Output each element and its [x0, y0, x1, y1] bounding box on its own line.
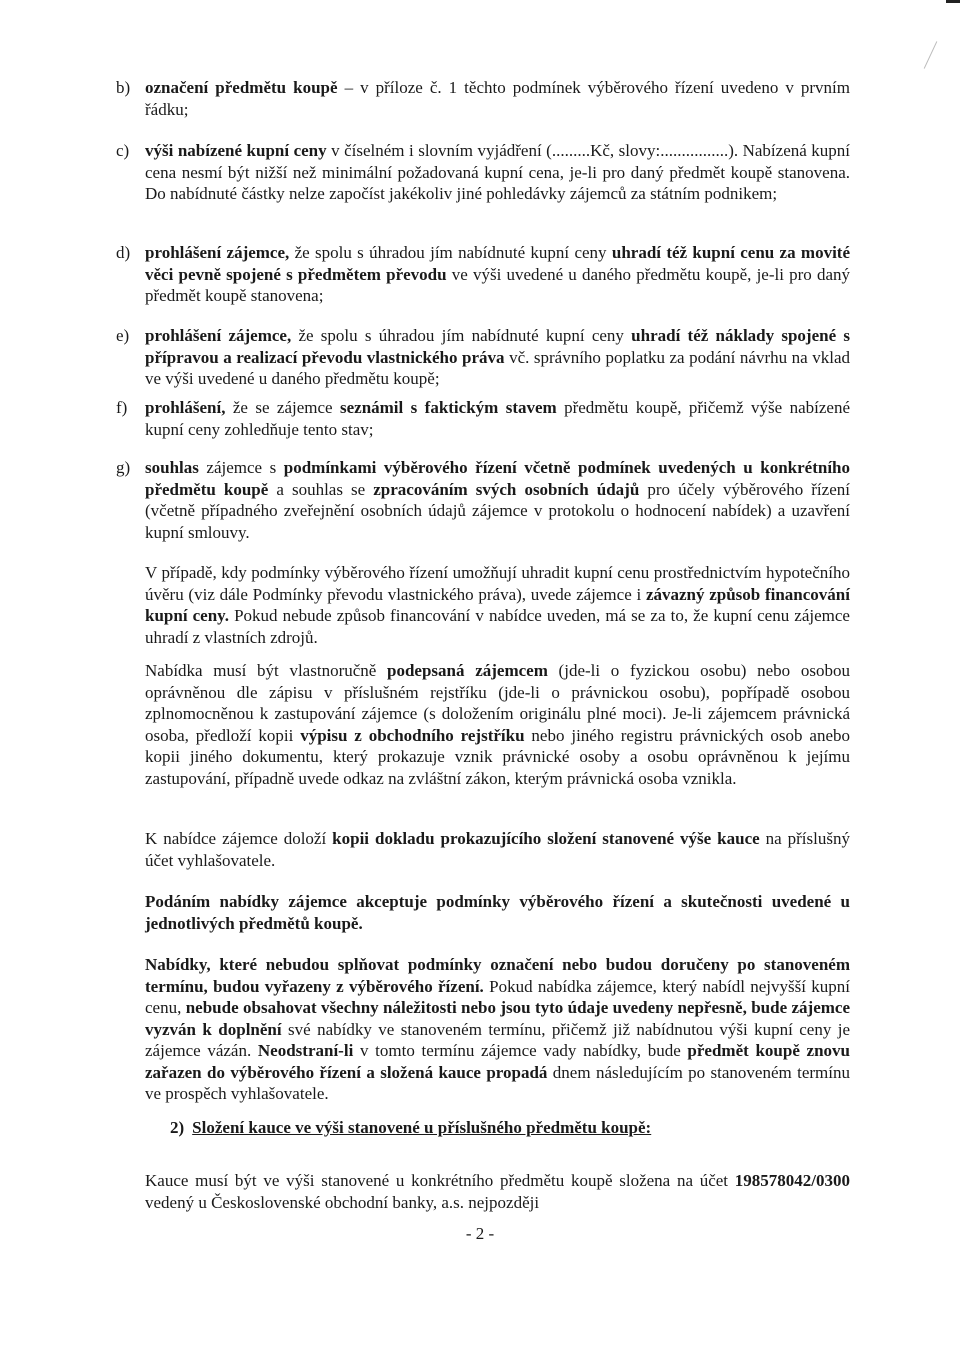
item-e-bold-2: uhradí též náklady spojené s přípravou a realizací převodu vlastnického práva: [145, 326, 851, 367]
financing-text-1: V případě, kdy podmínky výběrového řízení umožňují uhradit kupní cenu prostřednictvím hypotečního úvěru (viz dále Podmínky převodu vlastnického práva), uvede zájemce i: [145, 563, 850, 604]
item-b-bold: označení předmětu koupě: [145, 78, 338, 97]
exclusion-bold-4: předmět koupě znovu zařazen do výběrového řízení a složená kauce propadá: [145, 1041, 850, 1082]
page-number: - 2 -: [465, 1224, 495, 1243]
paragraph-kauce: [145, 1170, 850, 1213]
list-item-d: [116, 242, 850, 307]
kauce-text-1: Kauce musí být ve výši stanovené u konkrétního předmětu koupě složena na účet: [145, 1171, 735, 1190]
paragraph-exclusion: [145, 954, 850, 1105]
item-e-text-1: že spolu s úhradou jím nabídnuté kupní ceny: [291, 326, 632, 345]
item-e-text-2: vč. správního poplatku za podání návrhu na vklad ve výši uvedené u daného předmětu koupě;: [145, 347, 851, 388]
item-d-text-1: že spolu s úhradou jím nabídnuté kupní ceny: [289, 243, 612, 262]
item-b-text: – v příloze č. 1 těchto podmínek výběrového řízení uvedeno v prvním řádku;: [145, 78, 850, 119]
exclusion-bold-3: Neodstraní-li: [257, 1041, 354, 1060]
paragraph-acceptance: [145, 891, 850, 934]
item-e-bold-1: prohlášení zájemce,: [145, 326, 292, 345]
financing-bold: závazný způsob financování kupní ceny.: [145, 584, 850, 625]
paragraph-financing: [145, 562, 850, 648]
item-g-text-1: zájemce s: [198, 458, 284, 477]
section-title: Složení kauce ve výši stanovené u příslušného předmětu koupě:: [192, 1118, 652, 1137]
kauce-text-2: vedený u Československé obchodní banky, a.s. nejpozději: [145, 1192, 540, 1212]
item-f-bold-1: prohlášení,: [145, 398, 226, 417]
item-g-bold-1: souhlas: [145, 458, 199, 477]
deposit-proof-bold: kopii dokladu prokazujícího složení stanovené výše kauce: [332, 829, 760, 848]
scan-edge-mark: [924, 41, 938, 69]
paragraph-signature: [145, 660, 850, 789]
list-label: g): [116, 458, 131, 477]
deposit-proof-text-1: K nabídce zájemce doloží: [145, 829, 333, 848]
list-item-b: [116, 77, 850, 120]
item-g-bold-3: zpracováním svých osobních údajů: [373, 479, 640, 499]
section-heading: [170, 1118, 651, 1138]
list-label: f): [116, 398, 128, 417]
exclusion-bold-2: nebude obsahovat všechny náležitosti nebo jsou tyto údaje uvedeny nepřesně, bude zájemce vyzván k doplnění: [145, 998, 850, 1039]
list-item-c: [116, 140, 850, 205]
list-label: d): [116, 243, 131, 262]
deposit-proof-text-2: na příslušný účet vyhlašovatele.: [145, 829, 850, 870]
exclusion-text-1: Pokud nabídka zájemce, který nabídl nejvyšší kupní cenu,: [145, 976, 851, 1017]
list-label: e): [116, 326, 130, 345]
item-c-bold: výši nabízené kupní ceny: [145, 141, 327, 160]
signature-text-3: nebo jiného registru právnických osob anebo kopii jiného dokumentu, který prokazuje vznik právnické osoby a osobu oprávněnou k jejímu zastupování, případně uvede odkaz na zvláštní zákon, kterým právnická osoba vznikla.: [145, 725, 850, 788]
item-d-bold-2: uhradí též kupní cenu za movité věci pevně spojené s předmětem převodu: [145, 243, 850, 284]
list-label: b): [116, 78, 131, 97]
list-item-f: [116, 397, 850, 440]
exclusion-text-2: své nabídky ve stanoveném termínu, přičemž již nabídnutou výši kupní ceny je zájemce vázán.: [145, 1019, 850, 1060]
section-number: 2): [170, 1118, 185, 1137]
scan-corner-mark: [946, 0, 960, 3]
exclusion-text-4: dnem následujícím po stanoveném termínu ve prospěch vyhlašovatele.: [145, 1062, 850, 1103]
financing-text-2: Pokud nebude způsob financování v nabídce uveden, má se za to, že kupní cenu zájemce uhradí z vlastních zdrojů.: [145, 606, 850, 647]
signature-bold-1: podepsaná zájemcem: [387, 661, 548, 680]
item-g-text-2: a souhlas se: [268, 479, 374, 499]
item-c-text: v číselném i slovním vyjádření (.........Kč, slovy:................). Nabízená kupní cena nesmí být nižší než minimální požadovaná kupní cena, je-li pro daný předmět koupě stanovena. Do nabídnuté částky nelze započíst jakékoliv jiné pohledávky zájemců za státním podnikem;: [145, 141, 850, 203]
list-label: c): [116, 141, 130, 160]
list-item-g: [116, 457, 850, 543]
paragraph-deposit-proof: [145, 828, 850, 871]
item-d-bold-1: prohlášení zájemce,: [145, 243, 290, 262]
item-f-bold-2: seznámil s faktickým stavem: [339, 398, 557, 417]
item-g-text-3: pro účely výběrového řízení (včetně případného zveřejnění osobních údajů zájemce v protokolu o hodnocení nabídek) a uzavření kupní smlouvy.: [145, 479, 850, 542]
exclusion-text-3: v tomto termínu zájemce vady nabídky, bude: [353, 1041, 688, 1060]
signature-bold-2: výpisu z obchodního rejstříku: [300, 725, 525, 745]
item-f-text-2: předmětu koupě, přičemž výše nabízené kupní ceny zohledňuje tento stav;: [145, 398, 850, 439]
item-g-bold-2: podmínkami výběrového řízení včetně podmínek uvedených u konkrétního předmětu koupě: [145, 458, 850, 499]
signature-text-2: (jde-li o fyzickou osobu) nebo osobou oprávněnou dle zápisu v příslušném rejstříku (jde-li o právnickou osobu), popřípadě osobou zplnomocněnou k zastupování zájemce (s doložením originálu plné moci). Je-li zájemcem právnická osoba, předloží kopii: [145, 661, 850, 745]
exclusion-bold-1: Nabídky, které nebudou splňovat podmínky označení nebo budou doručeny po stanoveném termínu, budou vyřazeny z výběrového řízení.: [145, 955, 850, 996]
item-d-text-2: ve výši uvedené u daného předmětu koupě, je-li pro daný předmět koupě stanovena;: [145, 264, 850, 305]
acceptance-bold: Podáním nabídky zájemce akceptuje podmínky výběrového řízení a skutečnosti uvedené u jednotlivých předmětů koupě.: [145, 892, 850, 933]
item-f-text-1: že se zájemce: [225, 398, 340, 417]
signature-text-1: Nabídka musí být vlastnoručně: [145, 661, 388, 680]
list-item-e: [116, 325, 851, 390]
account-number: 198578042/0300: [734, 1171, 850, 1190]
